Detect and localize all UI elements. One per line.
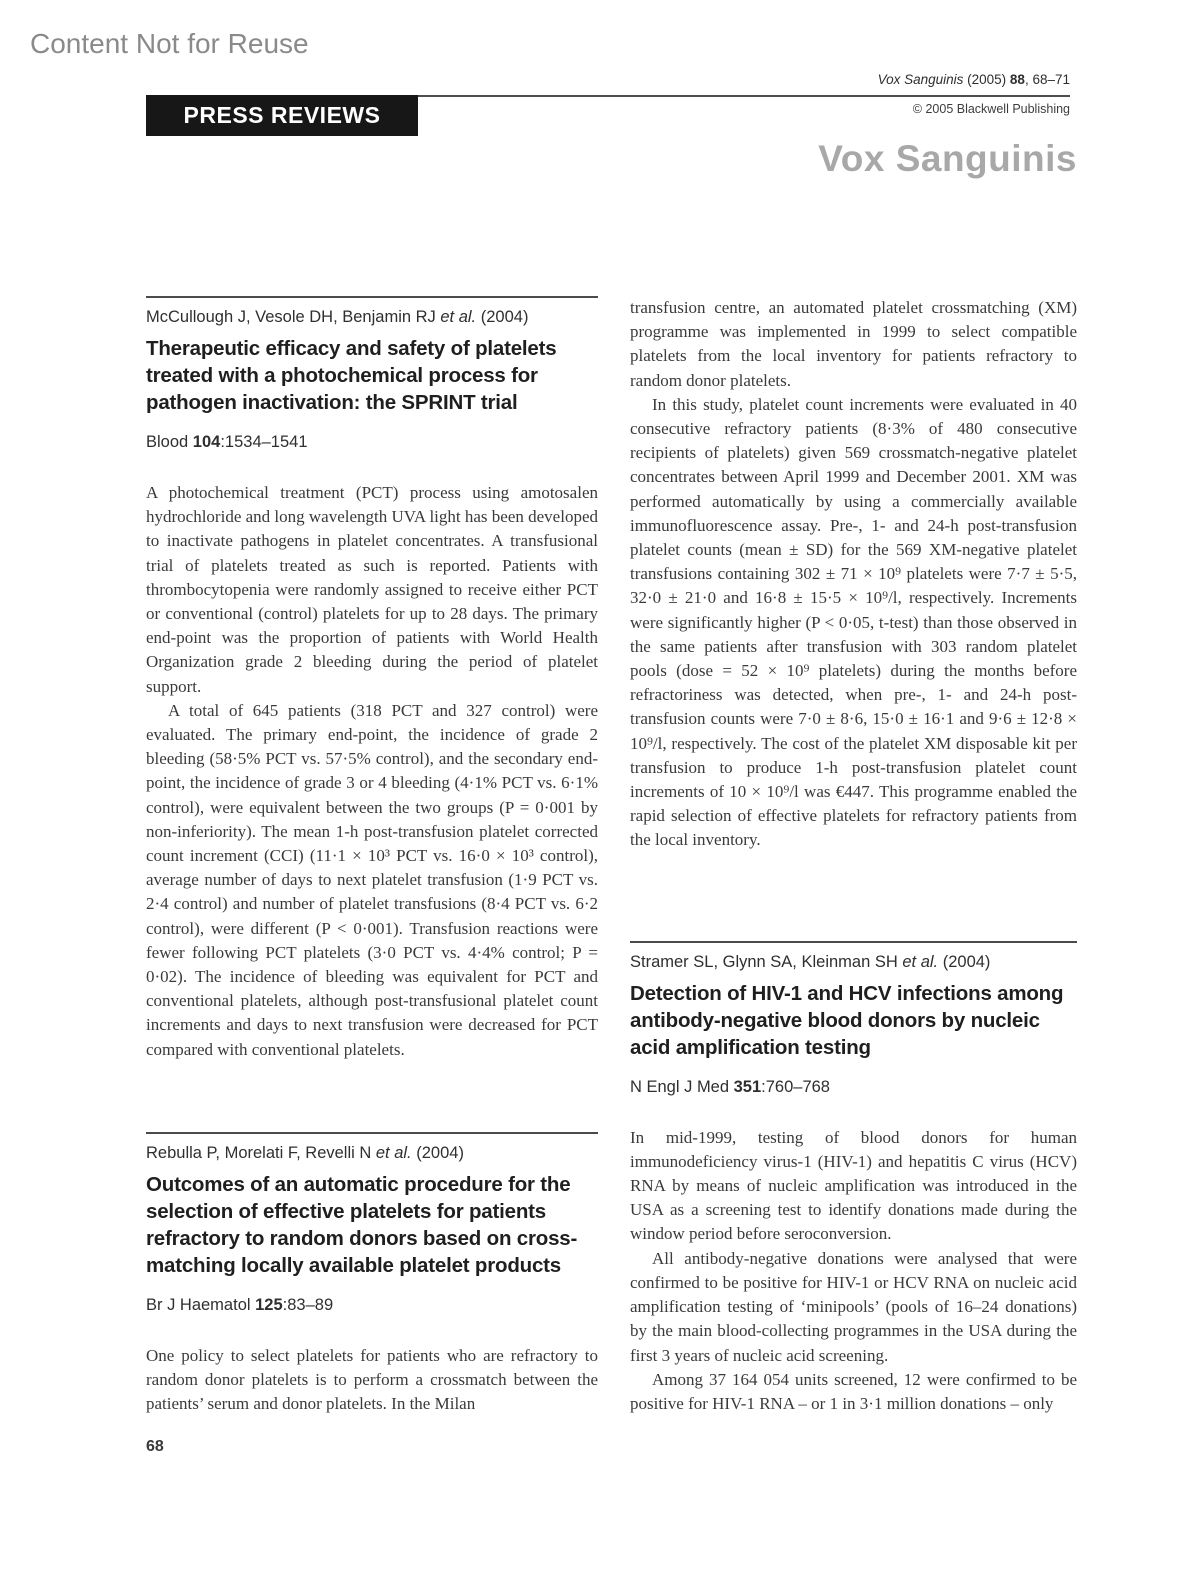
- body-paragraph: All antibody-negative donations were analysed that were confirmed to be positive for HIV-1 or HCV RNA on nucleic acid amplification testing of ‘minipools’ (pools of 16–24 donations) by the main blood-collecting programmes in the USA during the first 3 years of nucleic acid screening.: [630, 1248, 1077, 1365]
- article-divider: [146, 296, 598, 298]
- reference-pages: :83–89: [282, 1295, 334, 1314]
- article-year: (2004): [938, 952, 991, 971]
- reference-volume: 351: [733, 1077, 762, 1096]
- reference-pages: :760–768: [761, 1077, 830, 1096]
- article-citation: [630, 952, 1077, 973]
- article-reference: [146, 433, 598, 452]
- article-divider: [146, 1132, 598, 1134]
- reference-volume: 125: [255, 1295, 283, 1314]
- journal-logo: Vox Sanguinis: [818, 138, 1077, 179]
- watermark-text: Content Not for Reuse: [30, 28, 309, 59]
- left-column: [146, 296, 598, 1416]
- article-body: [146, 1344, 598, 1417]
- article-citation: [146, 307, 598, 328]
- header-citation-year: (2005): [963, 72, 1010, 87]
- article-mccullough: [146, 296, 598, 1062]
- article-title: Therapeutic efficacy and safety of platelets treated with a photochemical process for pathogen inactivation: the SPRINT trial: [146, 337, 557, 414]
- body-paragraph: A total of 645 patients (318 PCT and 327 control) were evaluated. The primary end-point, the incidence of grade 2 bleeding (58·5% PCT vs. 57·5% control), and the secondary end-point, the incidence of grade 3 or 4 bleeding (4·1% PCT vs. 6·1% control), were equivalent between the two groups (P = 0·001 by non-inferiority). The mean 1-h post-transfusion platelet corrected count increment (CCI) (11·1 × 10³ PCT vs. 16·0 × 10³ control), average number of days to next platelet transfusion (1·9 PCT vs. 2·4 control) and number of platelet transfusions (8·4 PCT vs. 6·2 control), were different (P < 0·001). Transfusion reactions were fewer following PCT platelets (3·0 PCT vs. 4·4% control; P = 0·02). The incidence of bleeding was equivalent for PCT and conventional platelets, although post-transfusional platelet count increments and days to next transfusion were decreased for PCT compared with conventional platelets.: [146, 700, 598, 1059]
- article-rebulla: [146, 1132, 598, 1417]
- article-etal: et al.: [902, 952, 939, 971]
- article-title: Outcomes of an automatic procedure for the selection of effective platelets for patients refractory to random donors based on cross-matching locally available platelet products: [146, 1172, 578, 1277]
- body-paragraph: transfusion centre, an automated platelet crossmatching (XM) programme was implemented in 1999 to select compatible platelets from the local inventory for patients refractory to random donor platelets.: [630, 298, 1077, 390]
- article-year: (2004): [476, 308, 529, 326]
- header-citation-volume: 88: [1009, 72, 1025, 87]
- body-paragraph: One policy to select platelets for patients who are refractory to random donor platelets is to perform a crossmatch between the patients’ serum and donor platelets. In the Milan: [146, 1345, 598, 1414]
- article-citation: [146, 1143, 598, 1164]
- article-divider: [630, 941, 1077, 943]
- body-paragraph: In mid-1999, testing of blood donors for human immunodeficiency virus-1 (HIV-1) and hepatitis C virus (HCV) RNA by means of nucleic amplification was introduced in the USA as a screening test to identify donations made during the window period before seroconversion.: [630, 1127, 1077, 1244]
- reference-journal: N Engl J Med: [630, 1077, 734, 1096]
- article-body: [630, 1126, 1077, 1416]
- article-body: [146, 481, 598, 1062]
- right-column: [630, 296, 1077, 1416]
- body-paragraph: Among 37 164 054 units screened, 12 were confirmed to be positive for HIV-1 RNA – or 1 in 3·1 million donations – only: [630, 1369, 1077, 1413]
- article-year: (2004): [411, 1143, 464, 1162]
- article-authors: Stramer SL, Glynn SA, Kleinman SH: [630, 952, 903, 971]
- article-stramer: [630, 941, 1077, 1416]
- section-banner-label: PRESS REVIEWS: [183, 102, 381, 128]
- body-paragraph: A photochemical treatment (PCT) process using amotosalen hydrochloride and long wavelength UVA light has been developed to inactivate pathogens in platelet concentrates. A transfusional trial of platelets treated as such is reported. Patients with thrombocytopenia were randomly assigned to receive either PCT or conventional (control) platelets for up to 28 days. The primary end-point was the proportion of patients with World Health Organization grade 2 bleeding during the period of platelet support.: [146, 483, 598, 696]
- reference-volume: 104: [192, 433, 221, 451]
- article-authors: McCullough J, Vesole DH, Benjamin RJ: [146, 308, 441, 326]
- article-title: Detection of HIV-1 and HCV infections among antibody-negative blood donors by nucleic acid amplification testing: [630, 981, 1064, 1059]
- reference-journal: Br J Haematol: [146, 1295, 256, 1314]
- reference-pages: :1534–1541: [220, 433, 308, 451]
- header-journal-name: Vox Sanguinis: [877, 72, 964, 87]
- article-reference: [146, 1296, 598, 1315]
- article-etal: et al.: [375, 1143, 412, 1162]
- article-reference: [630, 1078, 1077, 1097]
- copyright-line: © 2005 Blackwell Publishing: [912, 102, 1070, 116]
- page-number: 68: [146, 1438, 164, 1455]
- article-authors: Rebulla P, Morelati F, Revelli N: [146, 1143, 376, 1162]
- reference-journal: Blood: [146, 433, 193, 451]
- header-citation: [878, 72, 1070, 87]
- article-etal: et al.: [440, 308, 477, 326]
- article-rebulla-continuation: [630, 296, 1077, 853]
- body-paragraph: In this study, platelet count increments were evaluated in 40 consecutive refractory patients (8·3% of 480 consecutive recipients of platelets) given 569 crossmatch-negative platelet concentrates between April 1999 and December 2001. XM was performed automatically by using a commercially available immunofluorescence assay. Pre-, 1- and 24-h post-transfusion platelet counts (mean ± SD) for the 569 XM-negative platelet transfusions containing 302 ± 71 × 10⁹ platelets were 7·7 ± 5·5, 32·0 ± 21·0 and 16·8 ± 15·5 × 10⁹/l, respectively. Increments were significantly higher (P < 0·05, t-test) than those observed in the same patients after transfusion with 303 random platelet pools (dose = 52 × 10⁹ platelets) during the months before refractoriness was detected, when pre-, 1- and 24-h post-transfusion counts were 7·0 ± 8·6, 15·0 ± 16·1 and 9·6 ± 12·8 × 10⁹/l, respectively. The cost of the platelet XM disposable kit per transfusion to produce 1-h post-transfusion platelet count increments of 10 × 10⁹/l was €447. This programme enabled the rapid selection of effective platelets for refractory patients from the local inventory.: [630, 394, 1077, 850]
- section-banner: [146, 95, 418, 136]
- header-citation-pages: , 68–71: [1024, 72, 1070, 87]
